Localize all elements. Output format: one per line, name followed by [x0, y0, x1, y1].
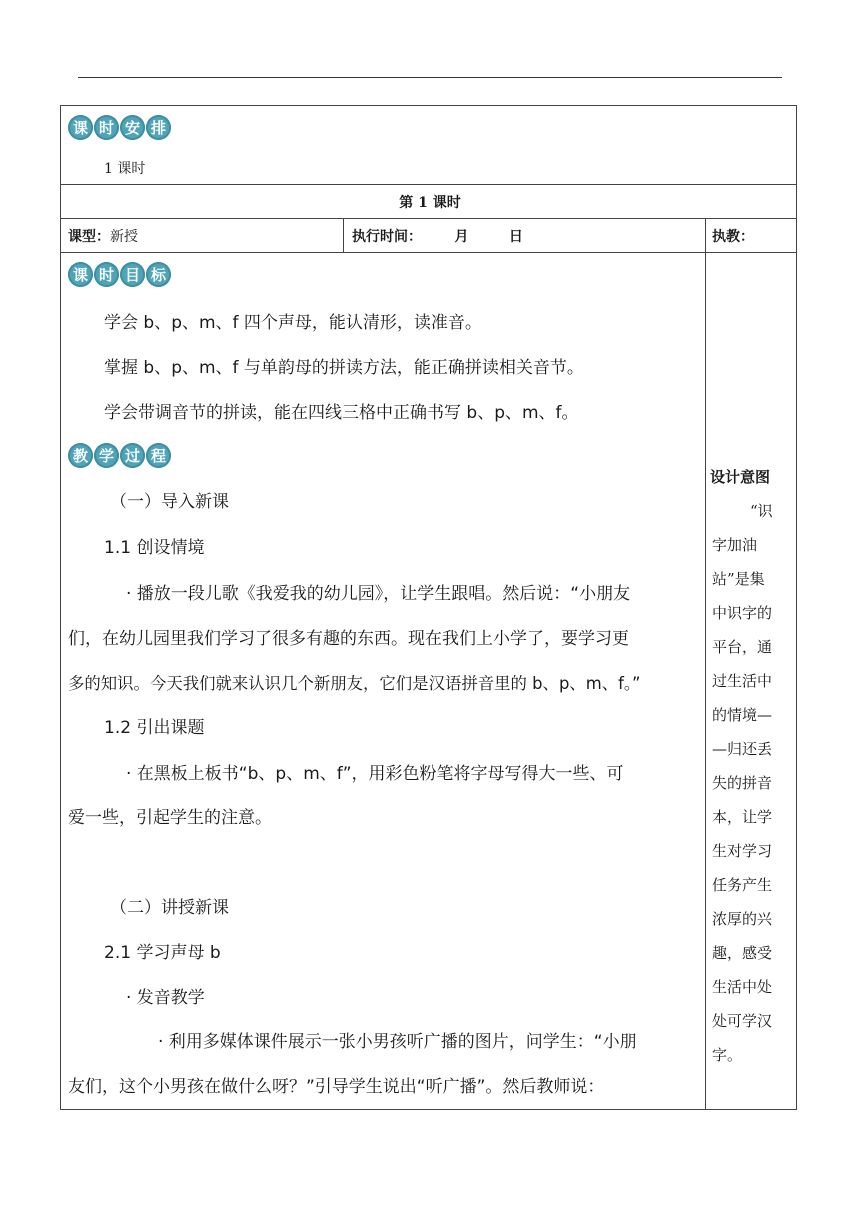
teacher-label: 执教： [712, 229, 754, 245]
side-note-line: 浓厚的兴 [712, 910, 773, 928]
bullet-heading: · 发音教学 [126, 988, 205, 1008]
schedule-value: 1 课时 [104, 161, 146, 177]
paragraph-line: 爱一些，引起学生的注意。 [68, 808, 272, 828]
side-note-line: 本，让学 [712, 808, 773, 826]
side-note-line: 处可学汉 [712, 1012, 773, 1030]
badge-char: 安 [120, 115, 145, 140]
goal-item: 学会 b、p、m、f 四个声母，能认清形，读准音。 [104, 313, 482, 333]
side-note-line: 中识字的 [712, 604, 773, 622]
side-note-line: 生对学习 [712, 842, 773, 860]
badge-goals [68, 262, 171, 287]
side-note-line: 的情境— [712, 706, 773, 724]
row-divider [61, 184, 796, 185]
side-note-line: 过生活中 [712, 672, 773, 690]
badge-char: 排 [146, 115, 171, 140]
type-value: 新授 [110, 229, 138, 245]
execution-time [352, 226, 523, 246]
lesson-title: 第 1 课时 [399, 195, 461, 211]
side-note-line: 站”是集 [712, 570, 765, 588]
badge-char: 课 [68, 115, 93, 140]
subsection-heading: 1.2 引出课题 [104, 718, 205, 738]
paragraph-line: · 利用多媒体课件展示一张小男孩听广播的图片，问学生：“小朋 [158, 1032, 637, 1052]
month-label: 月 [454, 229, 469, 245]
badge-char: 课 [68, 262, 93, 287]
subsection-heading: 2.1 学习声母 b [104, 943, 221, 963]
side-note-body [712, 494, 790, 1072]
badge-char: 标 [146, 262, 171, 287]
paragraph-line: · 播放一段儿歌《我爱我的幼儿园》，让学生跟唱。然后说：“小朋友 [126, 584, 631, 604]
badge-char: 教 [68, 443, 93, 468]
side-note-line: 生活中处 [712, 978, 773, 996]
badge-char: 时 [94, 115, 119, 140]
side-note-line: —归还丢 [712, 740, 773, 758]
side-note-line: 平台，通 [712, 638, 773, 656]
section-heading: （二）讲授新课 [110, 898, 229, 918]
goal-item: 学会带调音节的拼读，能在四线三格中正确书写 b、p、m、f。 [104, 403, 579, 423]
paragraph-line: 多的知识。今天我们就来认识几个新朋友，它们是汉语拼音里的 b、p、m、f。” [68, 674, 641, 693]
goal-item: 掌握 b、p、m、f 与单韵母的拼读方法，能正确拼读相关音节。 [104, 358, 584, 378]
subsection-heading: 1.1 创设情境 [104, 538, 205, 558]
side-note-line: “识 [750, 502, 773, 520]
row-divider [61, 218, 796, 219]
time-label: 执行时间： [352, 229, 422, 245]
lesson-type [68, 226, 138, 246]
side-note-line: 任务产生 [712, 876, 773, 894]
side-note-line: 字。 [712, 1046, 743, 1064]
side-note-title: 设计意图 [710, 468, 771, 486]
side-note-line: 失的拼音 [712, 774, 773, 792]
paragraph-line: 们，在幼儿园里我们学习了很多有趣的东西。现在我们上小学了，要学习更 [68, 629, 629, 649]
type-label: 课型： [68, 229, 110, 245]
col-divider [705, 218, 706, 1109]
badge-char: 时 [94, 262, 119, 287]
day-label: 日 [508, 229, 523, 245]
side-note-line: 字加油 [712, 536, 758, 554]
section-heading: （一）导入新课 [110, 492, 229, 512]
badge-schedule [68, 115, 171, 140]
badge-char: 过 [120, 443, 145, 468]
badge-char: 学 [94, 443, 119, 468]
badge-char: 目 [120, 262, 145, 287]
row-divider [61, 252, 796, 253]
page-header-rule [78, 77, 782, 78]
paragraph-line: 友们，这个小男孩在做什么呀？”引导学生说出“听广播”。然后教师说： [68, 1077, 605, 1097]
col-divider [343, 218, 344, 252]
badge-process [68, 443, 171, 468]
side-note-line: 趣，感受 [712, 944, 773, 962]
paragraph-line: · 在黑板上板书“b、p、m、f”，用彩色粉笔将字母写得大一些、可 [126, 764, 624, 784]
badge-char: 程 [146, 443, 171, 468]
